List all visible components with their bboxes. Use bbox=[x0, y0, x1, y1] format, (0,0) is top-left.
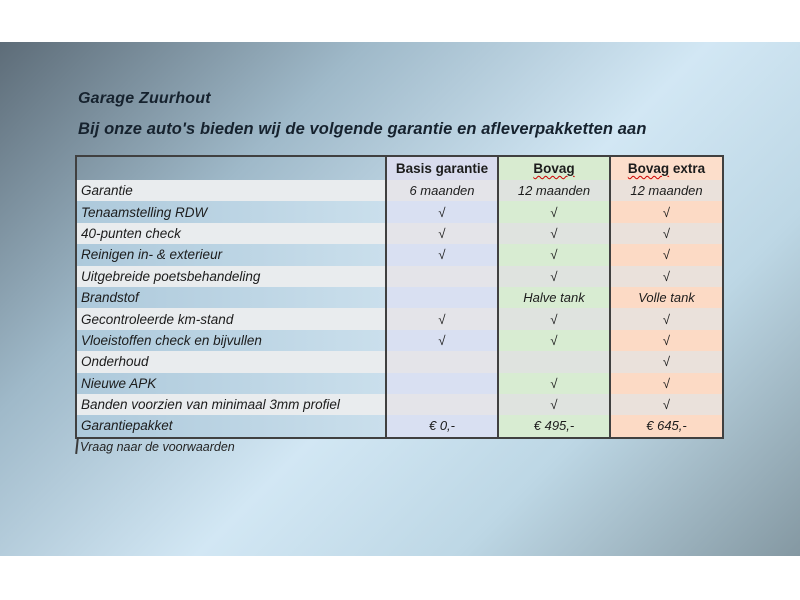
empty-cell bbox=[498, 351, 610, 372]
row-label: Uitgebreide poetsbehandeling bbox=[76, 266, 386, 287]
row-label: Garantie bbox=[76, 180, 386, 201]
table-row-40-punten-check bbox=[76, 223, 723, 244]
header-misspelled-word: Bovag bbox=[533, 161, 575, 176]
check-mark: √ bbox=[386, 330, 498, 351]
table-row-garantie bbox=[76, 180, 723, 201]
header-misspelled-word: Bovag bbox=[627, 161, 670, 176]
table-row-garantiepakket bbox=[76, 415, 723, 437]
check-mark: √ bbox=[498, 223, 610, 244]
table-row-nieuwe-apk bbox=[76, 373, 723, 394]
check-mark: √ bbox=[386, 201, 498, 222]
check-mark: √ bbox=[498, 394, 610, 415]
check-mark: √ bbox=[498, 373, 610, 394]
check-mark: √ bbox=[498, 201, 610, 222]
table-row-km-stand bbox=[76, 308, 723, 329]
check-mark: √ bbox=[386, 244, 498, 265]
value-cell: 6 maanden bbox=[386, 180, 498, 201]
check-mark: √ bbox=[610, 266, 723, 287]
check-mark: √ bbox=[498, 308, 610, 329]
header-bovag-extra bbox=[610, 156, 723, 180]
check-mark: √ bbox=[498, 244, 610, 265]
row-label: Brandstof bbox=[76, 287, 386, 308]
header-basis-garantie bbox=[386, 156, 498, 180]
check-mark: √ bbox=[498, 266, 610, 287]
table-row-brandstof bbox=[76, 287, 723, 308]
table-row-vloeistoffen bbox=[76, 330, 723, 351]
check-mark: √ bbox=[386, 308, 498, 329]
value-cell: Halve tank bbox=[498, 287, 610, 308]
value-cell: 12 maanden bbox=[610, 180, 723, 201]
row-label: Onderhoud bbox=[76, 351, 386, 372]
row-label: Reinigen in- & exterieur bbox=[76, 244, 386, 265]
header-empty-cell bbox=[76, 156, 386, 180]
price-cell: € 645,- bbox=[610, 415, 723, 437]
footnote: Vraag naar de voorwaarden bbox=[80, 440, 235, 454]
row-label: Banden voorzien van minimaal 3mm profiel bbox=[76, 394, 386, 415]
table-row-reinigen bbox=[76, 244, 723, 265]
row-label: Vloeistoffen check en bijvullen bbox=[76, 330, 386, 351]
table-row-tenaamstelling-rdw bbox=[76, 201, 723, 222]
table-row-poetsbehandeling bbox=[76, 266, 723, 287]
header-row bbox=[76, 156, 723, 180]
check-mark: √ bbox=[610, 201, 723, 222]
check-mark: √ bbox=[610, 330, 723, 351]
check-mark: √ bbox=[610, 308, 723, 329]
price-cell: € 495,- bbox=[498, 415, 610, 437]
row-label: Gecontroleerde km-stand bbox=[76, 308, 386, 329]
empty-cell bbox=[386, 351, 498, 372]
empty-cell bbox=[386, 287, 498, 308]
row-label: Nieuwe APK bbox=[76, 373, 386, 394]
price-cell: € 0,- bbox=[386, 415, 498, 437]
table-row-banden bbox=[76, 394, 723, 415]
empty-cell bbox=[386, 266, 498, 287]
value-cell: Volle tank bbox=[610, 287, 723, 308]
empty-cell bbox=[386, 373, 498, 394]
check-mark: √ bbox=[610, 394, 723, 415]
row-label: 40-punten check bbox=[76, 223, 386, 244]
slide-title: Garage Zuurhout bbox=[78, 90, 211, 107]
empty-cell bbox=[386, 394, 498, 415]
check-mark: √ bbox=[610, 223, 723, 244]
check-mark: √ bbox=[386, 223, 498, 244]
row-label: Tenaamstelling RDW bbox=[76, 201, 386, 222]
header-label: extra bbox=[669, 161, 706, 176]
check-mark: √ bbox=[610, 351, 723, 372]
slide-subtitle: Bij onze auto's bieden wij de volgende garantie en afleverpakketten aan bbox=[78, 120, 647, 138]
value-cell: 12 maanden bbox=[498, 180, 610, 201]
check-mark: √ bbox=[610, 373, 723, 394]
table-row-onderhoud bbox=[76, 351, 723, 372]
check-mark: √ bbox=[610, 244, 723, 265]
warranty-packages-table bbox=[75, 155, 724, 439]
header-label: Basis garantie bbox=[395, 161, 489, 176]
check-mark: √ bbox=[498, 330, 610, 351]
header-bovag bbox=[498, 156, 610, 180]
row-label: Garantiepakket bbox=[76, 415, 386, 437]
